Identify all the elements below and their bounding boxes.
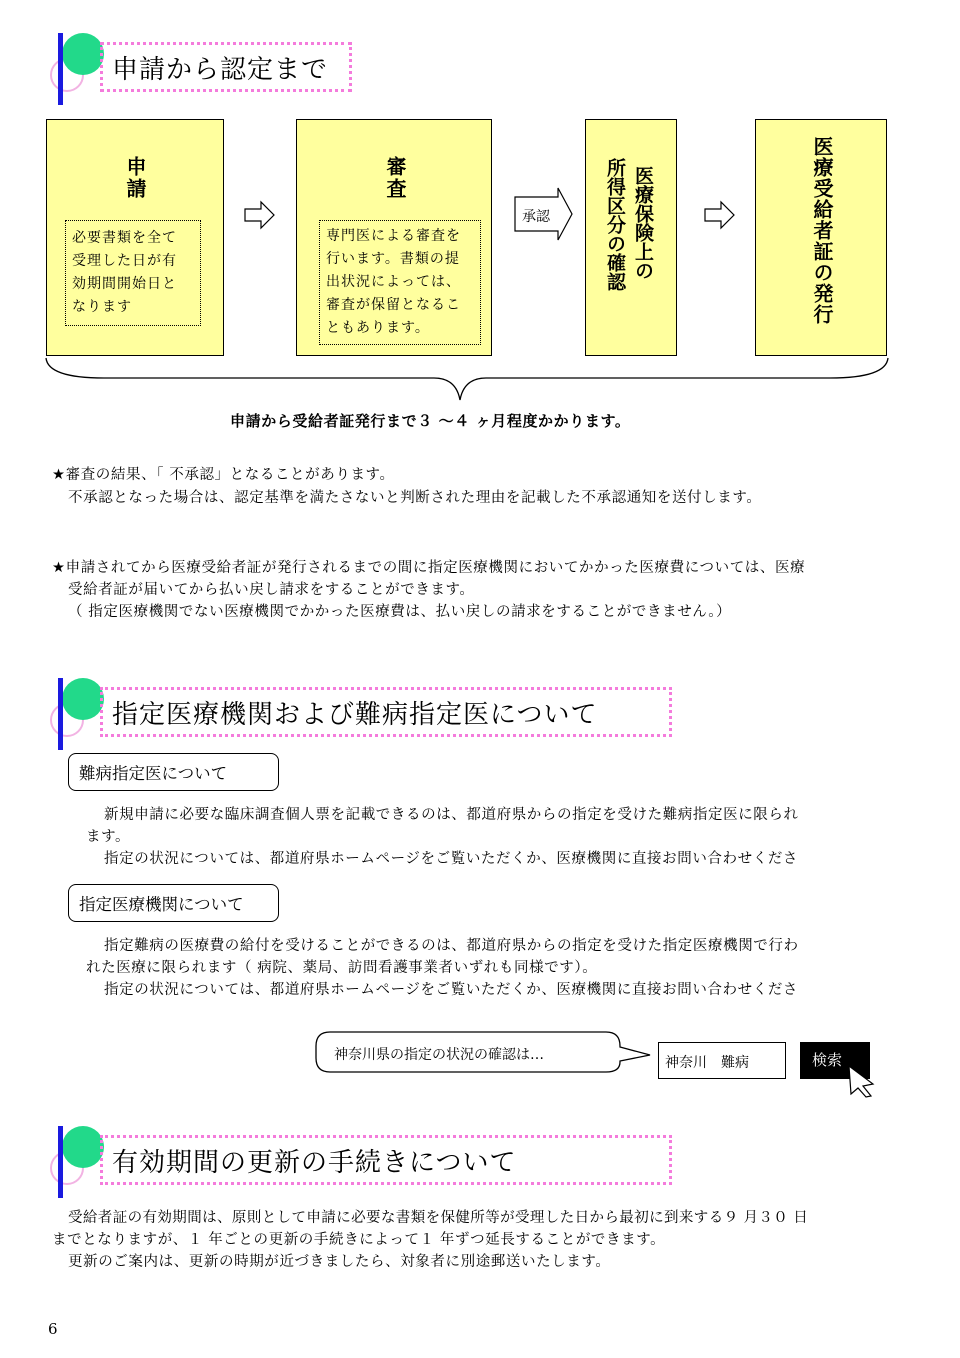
subheading-designated-doctor: 難病指定医について [68,753,279,791]
heading-bar [58,1126,63,1198]
arrow-right-icon [704,200,736,230]
section-title: 申請から認定まで [112,55,329,85]
flow-step-note: 必要書類を全て 受理した日が有 効期間開始日と なります [65,220,201,326]
heading-circle-icon [62,678,104,720]
flow-step-title: 審査 [383,156,407,200]
subheading-designated-institution: 指定医療機関について [68,884,279,922]
body-line: れた医療に限られます（ 病院、薬局、訪問看護事業者いずれも同様です）。 [86,960,598,976]
flow-step-issue [755,119,887,356]
flow-step-title: 医療受給者証の発行 [810,136,834,325]
body-line: 更新のご案内は、更新の時期が近づきましたら、対象者に別途郵送いたします。 [68,1254,611,1270]
duration-text: 申請から受給者証発行まで３ ～４ ヶ月程度かかります。 [230,412,631,430]
cursor-pointer-icon [845,1062,879,1098]
flow-step-title: 所得区分の確認 [604,158,626,291]
body-line: ます。 [86,829,131,845]
search-input[interactable]: 神奈川 難病 [658,1042,786,1079]
note-line: 不承認となった場合は、認定基準を満たさないと判断された理由を記載した不承認通知を送付します。 [68,490,762,506]
body-line: までとなりますが、１ 年ごとの更新の手続きによって１ 年ずつ延長することができます。 [52,1232,666,1248]
flow-step-note: 専門医による審査を 行います。書類の提 出状況によっては、 審査が保留となるこ ともあります。 [319,220,481,345]
page-number: 6 [48,1320,58,1338]
heading-bar [58,33,63,105]
note-line: ★審査の結果、「 不承認」となることがあります。 [52,467,395,483]
search-callout-text: 神奈川県の指定の状況の確認は… [334,1047,544,1063]
brace [44,356,890,404]
flow-step-income-check [585,119,677,356]
approval-label: 承認 [522,209,550,225]
note-line: ★申請されてから医療受給者証が発行されるまでの間に指定医療機関においてかかった医療費については、医療 [52,560,806,576]
flow-step-apply [46,119,224,356]
body-line: 受給者証の有効期間は、原則として申請に必要な書類を保健所等が受理した日から最初に到来する９ 月３０ 日 [68,1210,809,1226]
note-line: （ 指定医療機関でない医療機関でかかった医療費は、払い戻しの請求をすることができません。） [68,604,732,620]
note-line: 受給者証が届いてから払い戻し請求をすることができます。 [68,582,475,598]
arrow-right-icon [244,200,276,230]
heading-circle-icon [62,33,104,75]
heading-bar [58,678,63,750]
search-button[interactable]: 検索 [800,1042,870,1079]
section-title: 指定医療機関および難病指定医について [112,700,598,730]
body-line: 指定の状況については、都道府県ホームページをご覧いただくか、医療機関に直接お問い合わせくださ [104,851,799,867]
flow-step-review [296,119,492,356]
body-line: 指定の状況については、都道府県ホームページをご覧いただくか、医療機関に直接お問い合わせくださ [104,982,799,998]
body-line: 指定難病の医療費の給付を受けることができるのは、都道府県からの指定を受けた指定医療機関で行わ [104,938,799,954]
section-title: 有効期間の更新の手続きについて [112,1148,517,1178]
flow-step-title: 申請 [123,156,147,200]
heading-circle-icon [62,1126,104,1168]
flow-step-title: 医療保険上の [632,166,654,280]
body-line: 新規申請に必要な臨床調査個人票を記載できるのは、都道府県からの指定を受けた難病指定医に限られ [104,807,799,823]
